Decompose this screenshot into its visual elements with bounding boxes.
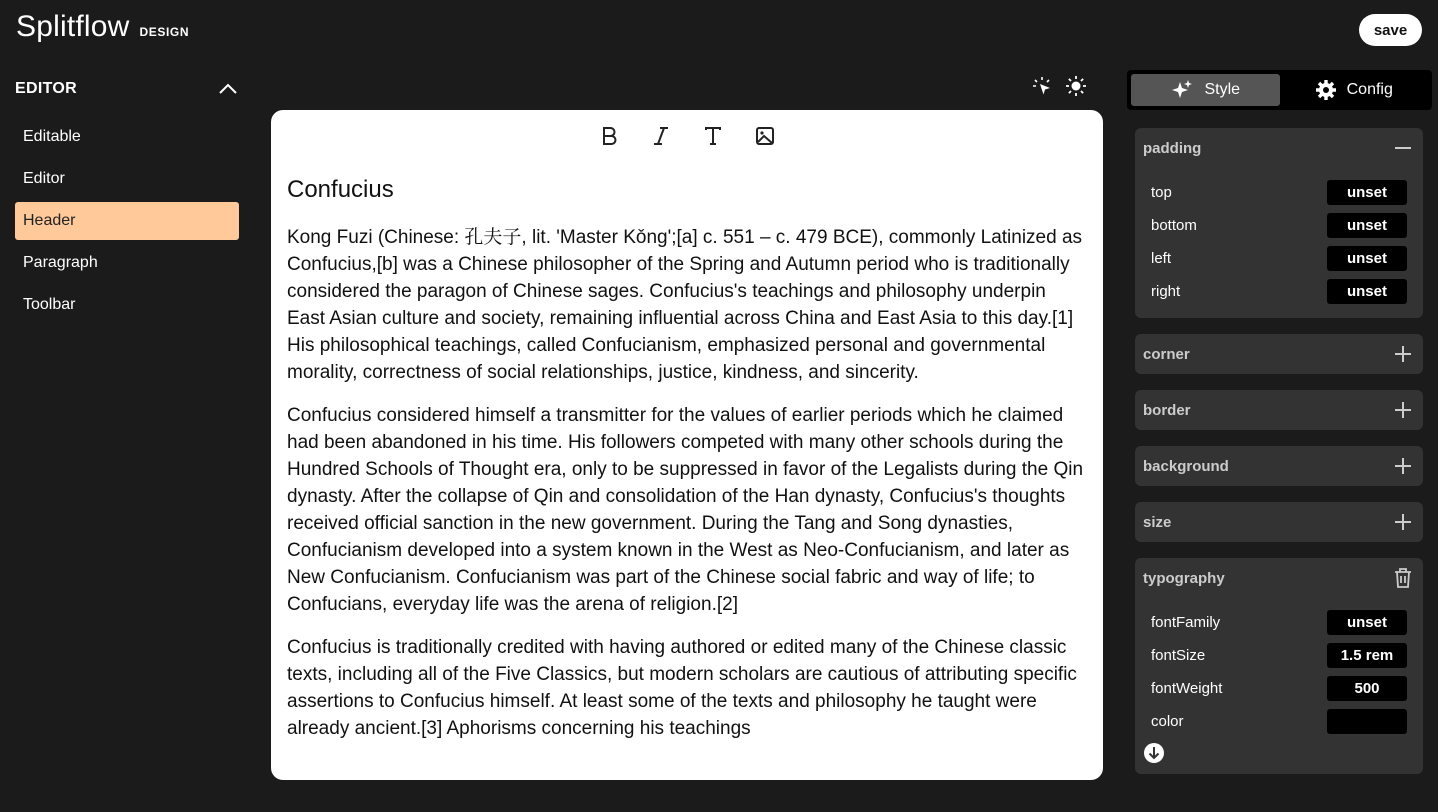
corner-group [1135,334,1423,374]
border-group [1135,390,1423,430]
chevron-up-icon[interactable] [217,78,239,100]
padding-top-input[interactable]: unset [1327,180,1407,205]
padding-top-label: top [1151,184,1172,201]
padding-left-label: left [1151,250,1172,267]
sidebar-item-header[interactable]: Header [15,202,239,240]
sun-icon[interactable] [1064,74,1088,98]
sidebar-item-editor[interactable]: Editor [23,170,65,187]
size-title: size [1143,513,1172,531]
padding-right-label: right [1151,283,1181,300]
font-weight-input[interactable]: 500 [1327,676,1407,701]
font-family-label: fontFamily [1151,614,1221,631]
plus-icon[interactable] [1391,510,1415,534]
sidebar-section-title: EDITOR [15,80,77,97]
sidebar-item-editable[interactable]: Editable [23,128,81,145]
font-size-label: fontSize [1151,647,1206,664]
padding-title: padding [1143,139,1202,157]
trash-icon[interactable] [1391,566,1415,590]
save-button[interactable]: save [1359,14,1422,46]
corner-title: corner [1143,345,1190,363]
plus-icon[interactable] [1391,454,1415,478]
padding-bottom-label: bottom [1151,217,1197,234]
paragraph[interactable]: Confucius considered himself a transmitter for the values of earlier periods which he claimed had been abandoned in his time. His followers competed with many other schools during the Hundred Schools of Thought era, only to be suppressed in favor of the Legalists during the Qin dynasty. After the collapse of Qin and consolidation of the Han dynasty, Confucius's thoughts received official sanction in the new government. During the Tang and Song dynasties, Confucianism developed into a system known in the West as Neo-Confucianism, and later as New Confucianism. Confucianism was part of the Chinese social fabric and way of life; to Confucians, everyday life was the arena of religion.[2] [287,405,1084,615]
paragraph[interactable]: Kong Fuzi (Chinese: 孔夫子, lit. 'Master Kǒng';[a] c. 551 – c. 479 BCE), commonly Latinized as Confucius,[b] was a Chinese philosopher of the Spring and Autumn period who is traditionally considered the paragon of Chinese sages. Confucius's teachings and philosophy underpin East Asian culture and society, remaining influential across China and East Asia to this day.[1] His philosophical teachings, called Confucianism, emphasized personal and governmental morality, correctness of social relationships, justice, kindness, and sincerity. [287,227,1083,383]
tab-config[interactable]: Config [1280,74,1429,106]
padding-left-input[interactable]: unset [1327,246,1407,271]
plus-icon[interactable] [1391,342,1415,366]
bold-icon[interactable] [596,123,622,149]
editor-canvas[interactable] [271,110,1103,780]
gear-icon [1315,79,1337,101]
color-input[interactable] [1327,709,1407,734]
padding-group [1135,128,1423,318]
paragraph[interactable]: Confucius is traditionally credited with having authored or edited many of the Chinese classic texts, including all of the Five Classics, but modern scholars are cautious of attributing specific assertions to Confucius himself. At least some of the texts and philosophy he taught were already ancient.[3] Aphorisms concerning his teachings [287,637,1077,739]
sidebar [15,74,239,328]
typography-title: typography [1143,569,1225,587]
text-icon[interactable] [700,123,726,149]
brand-tag: DESIGN [139,25,190,39]
editor-content[interactable] [271,162,1103,742]
typography-group [1135,558,1423,774]
pointer-click-icon[interactable] [1030,74,1054,98]
font-family-input[interactable]: unset [1327,610,1407,635]
mode-toggle-group [1030,74,1088,98]
sidebar-item-paragraph[interactable]: Paragraph [23,254,98,271]
plus-icon[interactable] [1391,398,1415,422]
font-size-input[interactable]: 1.5 rem [1327,643,1407,668]
document-heading[interactable]: Confucius [287,176,394,203]
border-title: border [1143,401,1191,419]
image-icon[interactable] [752,123,778,149]
background-title: background [1143,457,1229,475]
color-label: color [1151,713,1184,730]
background-group [1135,446,1423,486]
minus-icon[interactable] [1391,136,1415,160]
padding-bottom-input[interactable]: unset [1327,213,1407,238]
brand-name: Splitflow [16,10,130,43]
tab-style[interactable]: Style [1131,74,1280,106]
arrow-down-circle-icon[interactable] [1143,742,1165,764]
brand-logo [16,10,189,44]
font-weight-label: fontWeight [1151,680,1223,697]
sparkles-icon [1170,78,1194,102]
sidebar-item-toolbar[interactable]: Toolbar [23,296,76,313]
sidebar-section-header[interactable] [15,74,239,104]
panel-tabs [1127,70,1432,110]
editor-toolbar [271,110,1103,162]
italic-icon[interactable] [648,123,674,149]
style-panel [1127,70,1432,730]
padding-right-input[interactable]: unset [1327,279,1407,304]
size-group [1135,502,1423,542]
sidebar-list [15,118,239,324]
